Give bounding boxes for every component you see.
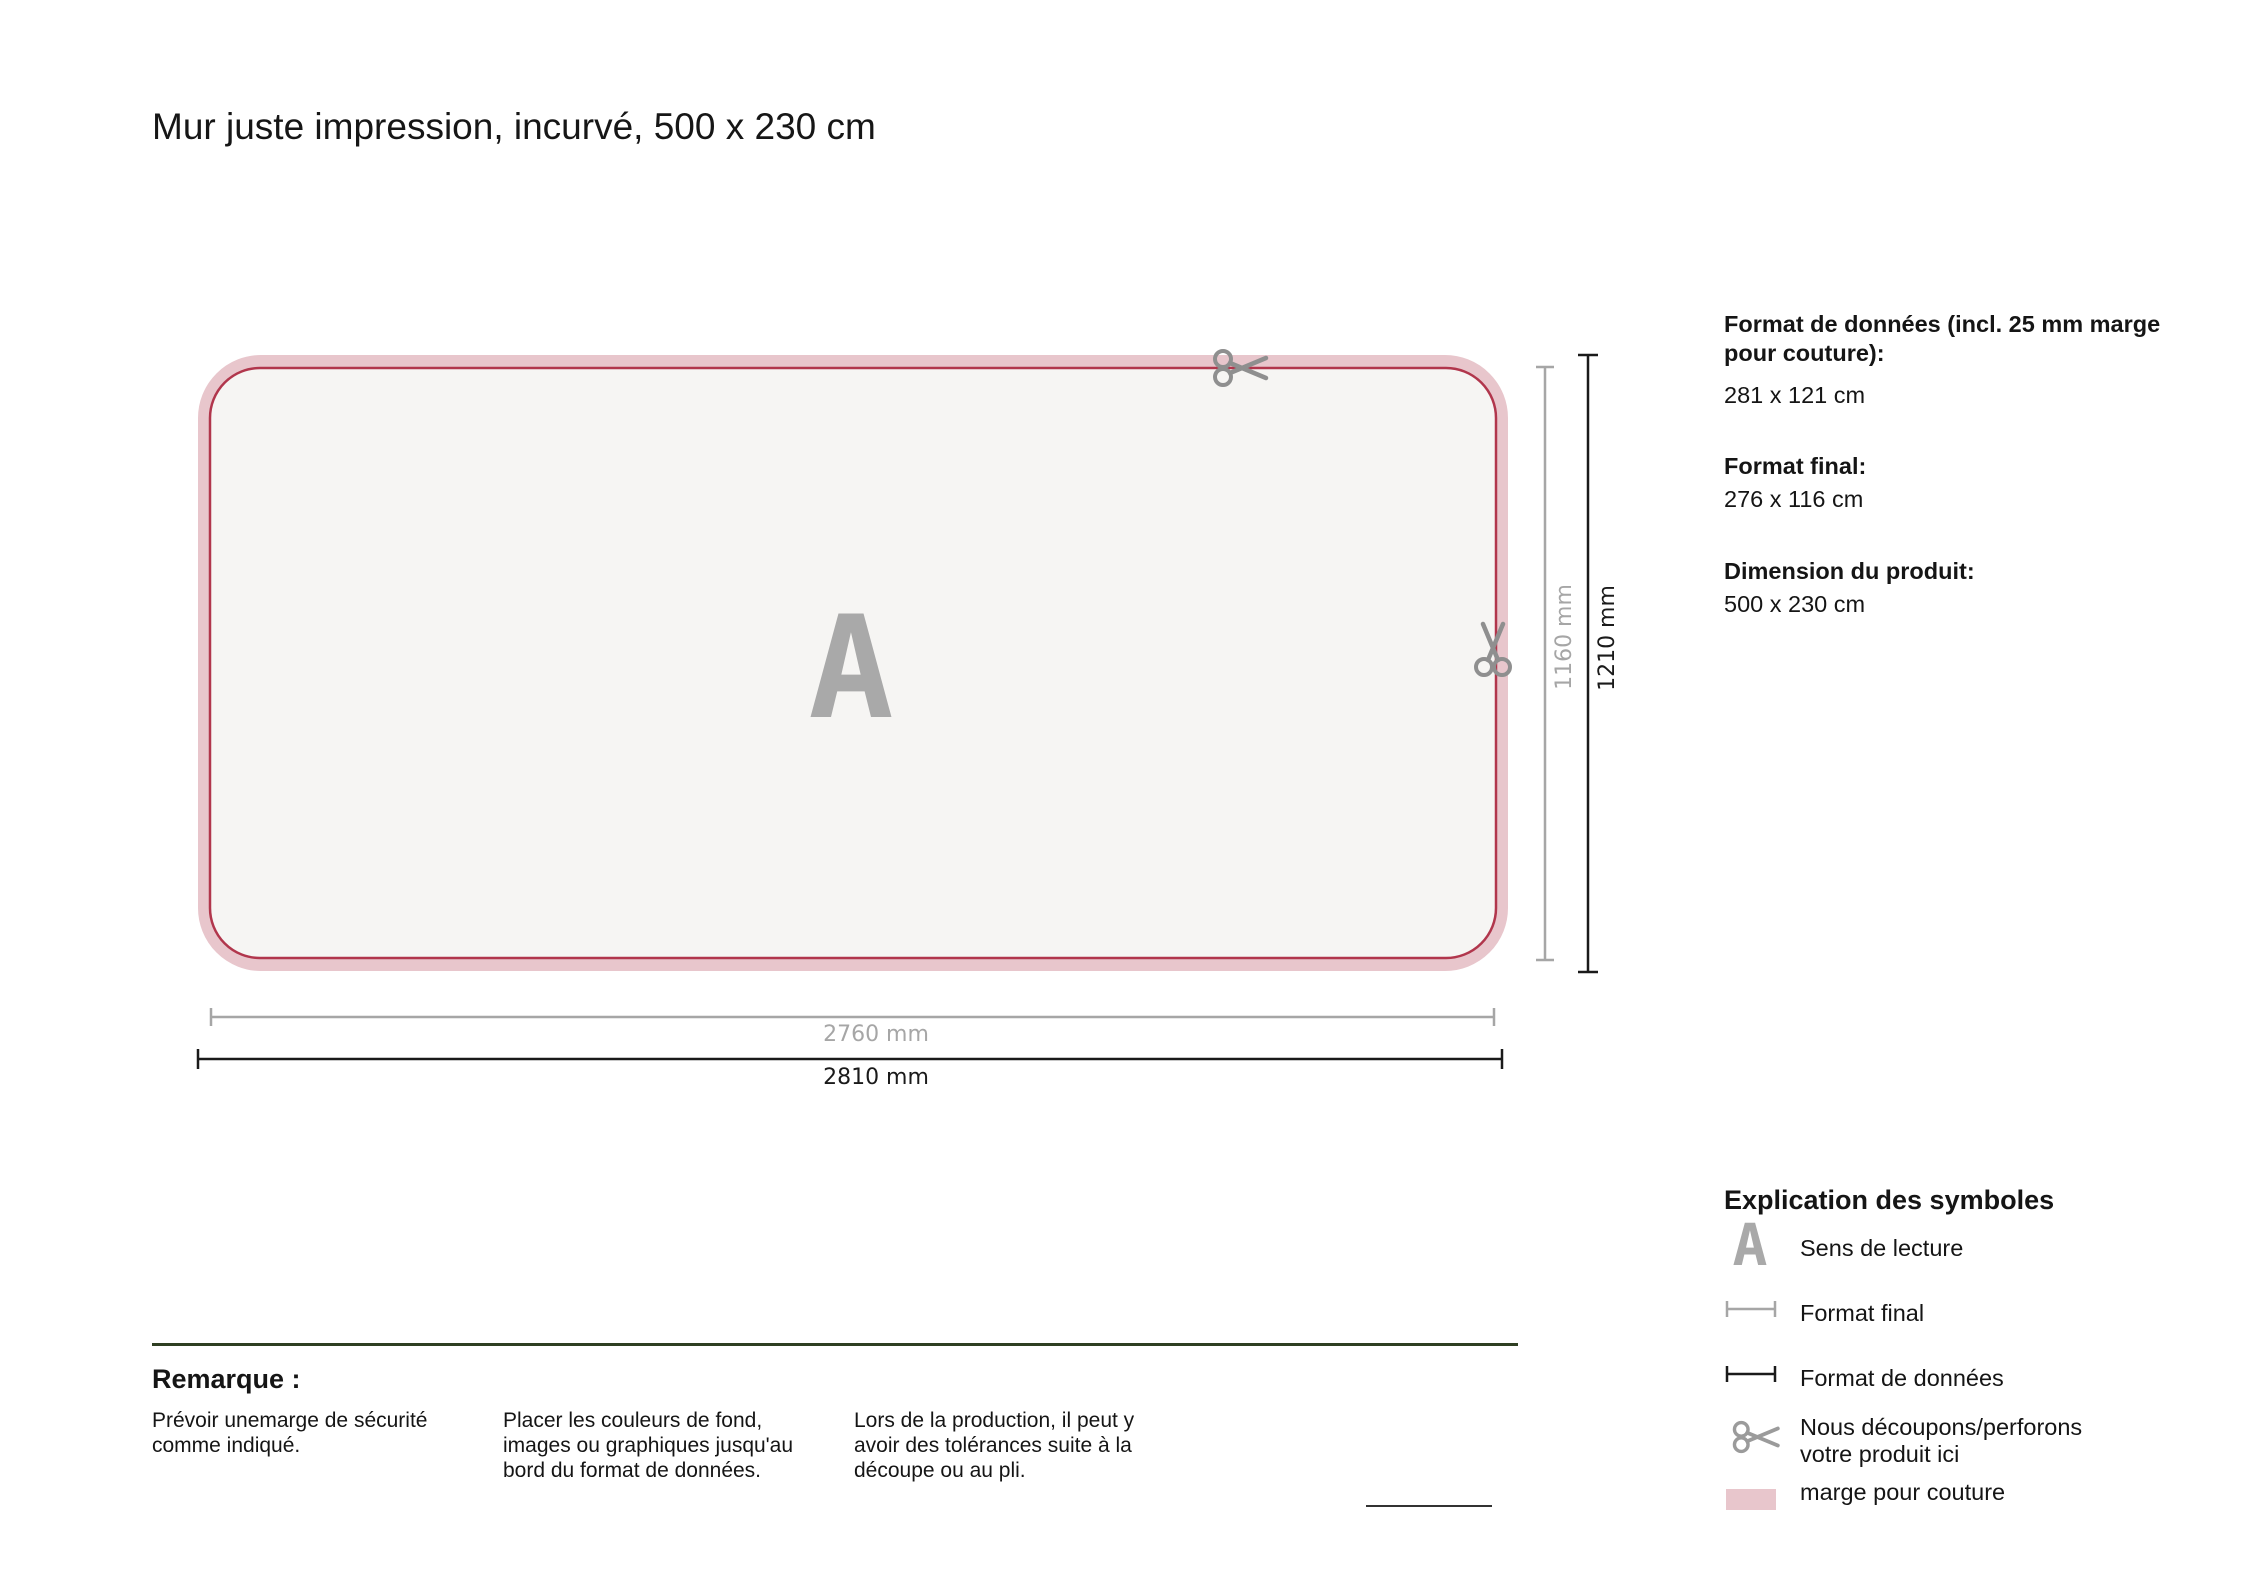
product-dimension-info: [1724, 557, 2194, 618]
remark-column-2: Placer les couleurs de fond, images ou graphiques jusqu'au bord du format de données.: [503, 1409, 794, 1482]
final-format-heading: Format final:: [1724, 453, 1867, 479]
seam-margin-swatch-icon: [1726, 1489, 1776, 1510]
legend-label-final-format: Format final: [1800, 1300, 1925, 1326]
data-format-info: [1724, 310, 2194, 409]
letter-a-icon: A: [1732, 1211, 1768, 1279]
final-format-dimension-icon: [1727, 1301, 1775, 1317]
legend-label-cut-perforate: Nous découpons/perforons votre produit ici: [1800, 1414, 2083, 1467]
remark-divider: [152, 1343, 1518, 1346]
height-final-label: 1160 mm: [1552, 584, 1577, 690]
legend-title: Explication des symboles: [1724, 1185, 2055, 1215]
remark-title: Remarque :: [152, 1364, 301, 1394]
width-final-label: 2760 mm: [823, 1022, 929, 1047]
final-format-value: 276 x 116 cm: [1724, 486, 1864, 512]
reading-direction-letter: A: [808, 586, 894, 751]
height-data-label: 1210 mm: [1595, 585, 1620, 691]
data-format-dimension-icon: [1727, 1366, 1775, 1382]
scissors-icon: [1734, 1423, 1777, 1452]
width-data-label: 2810 mm: [823, 1065, 929, 1090]
legend-label-data-format: Format de données: [1800, 1365, 2004, 1391]
page-title: Mur juste impression, incurvé, 500 x 230 cm: [152, 106, 876, 147]
remark-column-3: Lors de la production, il peut y avoir des tolérances suite à la découpe ou au pli.: [854, 1409, 1135, 1482]
product-dimension-heading: Dimension du produit:: [1724, 558, 1975, 584]
legend-label-seam-margin: marge pour couture: [1800, 1479, 2006, 1505]
data-format-value: 281 x 121 cm: [1724, 382, 1866, 408]
data-format-heading: Format de données (incl. 25 mm marge pour couture):: [1724, 311, 2161, 366]
signature-line: [1366, 1505, 1492, 1507]
product-dimension-value: 500 x 230 cm: [1724, 591, 1866, 617]
legend-label-reading-direction: Sens de lecture: [1800, 1235, 1964, 1261]
remark-column-1: Prévoir unemarge de sécurité comme indiqué.: [152, 1409, 428, 1457]
final-format-info: [1724, 452, 2194, 513]
